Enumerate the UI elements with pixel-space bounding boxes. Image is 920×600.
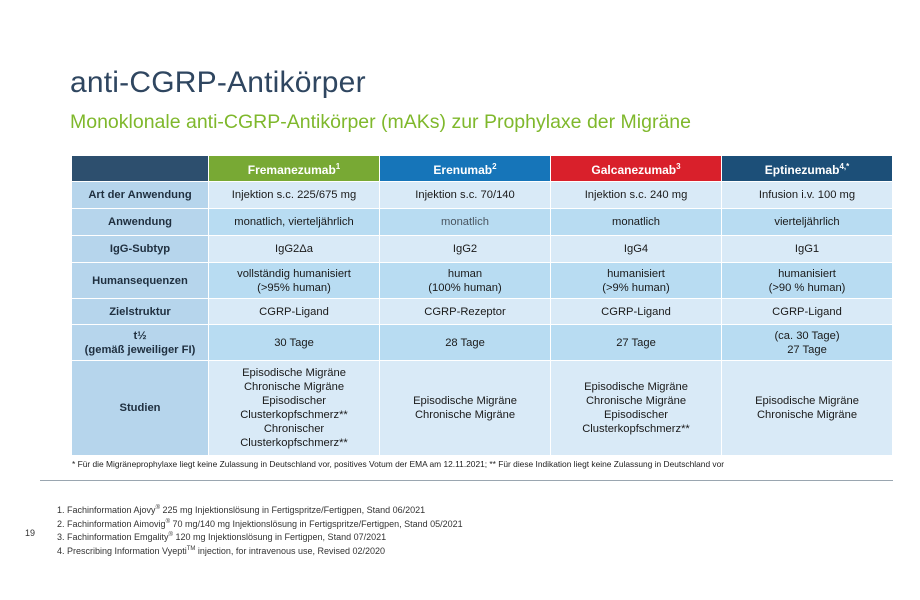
header-erenumab	[380, 156, 551, 182]
halflife-note: (gemäß jeweiliger FI)	[84, 343, 196, 356]
table-row	[72, 263, 893, 299]
divider	[40, 480, 893, 481]
table-cell: Injektion s.c. 225/675 mg	[209, 182, 380, 209]
table-cell: 28 Tage	[380, 325, 551, 361]
table-cell: CGRP-Ligand	[722, 299, 893, 325]
halflife-symbol: t½	[133, 329, 147, 342]
reference-item	[57, 517, 463, 531]
reference-item	[57, 530, 463, 544]
table-cell: monatlich	[551, 209, 722, 236]
reference-text: injection, for intravenous use, Revised 02/2020	[195, 545, 386, 556]
row-label: IgG-Subtyp	[72, 236, 209, 263]
table-cell: Episodische Migräne Chronische Migräne Episodischer Clusterkopfschmerz** Chronischer Clusterkopfschmerz**	[209, 361, 380, 456]
references-list	[57, 503, 463, 557]
header-sup: 4,*	[839, 162, 850, 171]
header-label: Galcanezumab	[591, 163, 677, 177]
row-label: Art der Anwendung	[72, 182, 209, 209]
table-cell: humanisiert (>90 % human)	[722, 263, 893, 299]
table-cell: IgG2	[380, 236, 551, 263]
reference-sup: TM	[186, 545, 196, 552]
reference-sup: ®	[165, 518, 170, 525]
table-row	[72, 182, 893, 209]
row-label-halflife	[72, 325, 209, 361]
table-cell: Episodische Migräne Chronische Migräne	[722, 361, 893, 456]
reference-text: 225 mg Injektionslösung in Fertigspritze/Fertigpen, Stand 06/2021	[159, 505, 426, 515]
table-row	[72, 209, 893, 236]
row-label: Zielstruktur	[72, 299, 209, 325]
table-row	[72, 325, 893, 361]
reference-sup: ®	[168, 532, 173, 539]
header-label: Eptinezumab	[764, 163, 840, 177]
table-cell: vierteljährlich	[722, 209, 893, 236]
header-fremanezumab	[209, 156, 380, 182]
table-cell: humanisiert (>9% human)	[551, 263, 722, 299]
header-sup: 3	[676, 162, 681, 171]
row-label: Studien	[72, 361, 209, 456]
table-cell: human (100% human)	[380, 263, 551, 299]
table-cell: IgG4	[551, 236, 722, 263]
page-number: 19	[25, 528, 36, 538]
header-galcanezumab	[551, 156, 722, 182]
table-cell: CGRP-Ligand	[209, 299, 380, 325]
table-footnote: * Für die Migräneprophylaxe liegt keine Zulassung in Deutschland vor, positives Votum der EMA am 12.11.2021; ** Für diese Indikation liegt keine Zulassung in Deutschland vor	[72, 459, 725, 469]
table-row	[72, 299, 893, 325]
header-eptinezumab	[722, 156, 893, 182]
reference-item	[57, 503, 463, 517]
table-cell: Episodische Migräne Chronische Migräne	[380, 361, 551, 456]
table-cell: CGRP-Ligand	[551, 299, 722, 325]
table-cell: monatlich, vierteljährlich	[209, 209, 380, 236]
reference-text: 3. Fachinformation Emgality	[57, 532, 169, 543]
header-label: Fremanezumab	[247, 163, 336, 177]
table-row	[72, 236, 893, 263]
table-row	[72, 361, 893, 456]
table-cell: IgG2Δa	[209, 236, 380, 263]
table-cell: Injektion s.c. 240 mg	[551, 182, 722, 209]
reference-sup: ®	[155, 505, 160, 511]
reference-text: 1. Fachinformation Ajovy	[57, 505, 156, 515]
table-cell: monatlich	[380, 209, 551, 236]
table-header-row	[72, 156, 893, 182]
table-cell: Episodische Migräne Chronische Migräne Episodischer Clusterkopfschmerz**	[551, 361, 722, 456]
header-sup: 2	[492, 162, 497, 171]
header-label: Erenumab	[433, 163, 493, 177]
table-cell: CGRP-Rezeptor	[380, 299, 551, 325]
header-sup: 1	[335, 162, 341, 171]
reference-text: 4. Prescribing Information Vyepti	[57, 545, 187, 556]
comparison-table	[72, 156, 893, 456]
header-corner	[72, 156, 209, 182]
table-cell: (ca. 30 Tage) 27 Tage	[722, 325, 893, 361]
reference-text: 2. Fachinformation Aimovig	[57, 518, 166, 529]
row-label: Humansequenzen	[72, 263, 209, 299]
table-cell: Infusion i.v. 100 mg	[722, 182, 893, 209]
table-cell: Injektion s.c. 70/140	[380, 182, 551, 209]
table-cell: IgG1	[722, 236, 893, 263]
page-title: anti-CGRP-Antikörper	[70, 66, 366, 99]
table-cell: 30 Tage	[209, 325, 380, 361]
row-label: Anwendung	[72, 209, 209, 236]
table-cell: vollständig humanisiert (>95% human)	[209, 263, 380, 299]
reference-item	[57, 544, 463, 558]
table-cell: 27 Tage	[551, 325, 722, 361]
reference-text: 70 mg/140 mg Injektionslösung in Fertigspritze/Fertigpen, Stand 05/2021	[169, 518, 463, 529]
reference-text: 120 mg Injektionslösung in Fertigpen, Stand 07/2021	[172, 532, 387, 543]
page-subtitle: Monoklonale anti-CGRP-Antikörper (mAKs) zur Prophylaxe der Migräne	[70, 111, 691, 133]
